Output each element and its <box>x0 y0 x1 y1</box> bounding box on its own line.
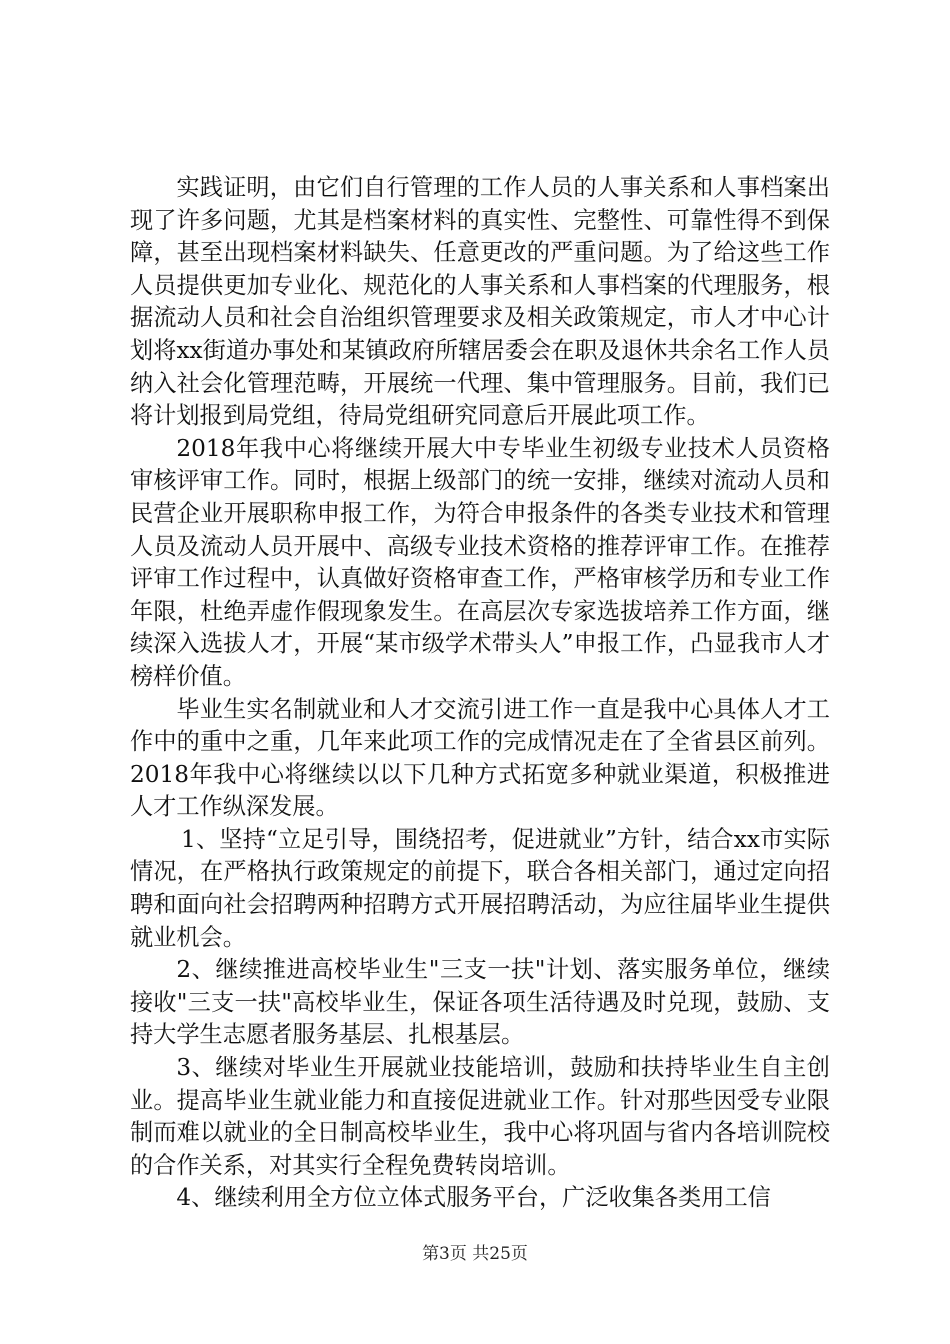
paragraph-6: 3、继续对毕业生开展就业技能培训，鼓励和扶持毕业生自主创业。提高毕业生就业能力和直接促进就业工作。针对那些因受专业限制而难以就业的全日制高校毕业生，我中心将巩固与省内各培训院校的合作关系，对其实行全程免费转岗培训。 <box>130 1054 830 1179</box>
paragraph-3: 毕业生实名制就业和人才交流引进工作一直是我中心具体人才工作中的重中之重，几年来此项工作的完成情况走在了全省县区前列。2018年我中心将继续以以下几种方式拓宽多种就业渠道，积极推进人才工作纵深发展。 <box>130 695 830 821</box>
paragraph-1: 实践证明，由它们自行管理的工作人员的人事关系和人事档案出现了许多问题，尤其是档案材料的真实性、完整性、可靠性得不到保障，甚至出现档案材料缺失、任意更改的严重问题。为了给这些工作人员提供更加专业化、规范化的人事关系和人事档案的代理服务，根据流动人员和社会自治组织管理要求及相关政策规定，市人才中心计划将xx街道办事处和某镇政府所辖居委会在职及退休共余名工作人员纳入社会化管理范畴，开展统一代理、集中管理服务。目前，我们已将计划报到局党组，待局党组研究同意后开展此项工作。 <box>130 174 830 430</box>
paragraph-7: 4、继续利用全方位立体式服务平台，广泛收集各类用工信 <box>176 1184 771 1212</box>
paragraph-5: 2、继续推进高校毕业生"三支一扶"计划、落实服务单位，继续接收"三支一扶"高校毕业生，保证各项生活待遇及时兑现，鼓励、支持大学生志愿者服务基层、扎根基层。 <box>130 956 830 1049</box>
page-number-footer: 第3页 共25页 <box>422 1244 528 1264</box>
paragraph-4: 1、坚持“立足引导，围绕招考，促进就业”方针，结合xx市实际情况，在严格执行政策规定的前提下，联合各相关部门，通过定向招聘和面向社会招聘两种招聘方式开展招聘活动，为应往届毕业生提供就业机会。 <box>130 825 830 951</box>
document-body <box>130 172 830 1215</box>
paragraph-2: 2018年我中心将继续开展大中专毕业生初级专业技术人员资格审核评审工作。同时，根据上级部门的统一安排，继续对流动人员和民营企业开展职称申报工作，为符合申报条件的各类专业技术和管理人员及流动人员开展中、高级专业技术资格的推荐评审工作。在推荐评审工作过程中，认真做好资格审查工作，严格审核学历和专业工作年限，杜绝弄虚作假现象发生。在高层次专家选拔培养工作方面，继续深入选拔人才，开展“某市级学术带头人”申报工作，凸显我市人才榜样价值。 <box>130 434 830 690</box>
